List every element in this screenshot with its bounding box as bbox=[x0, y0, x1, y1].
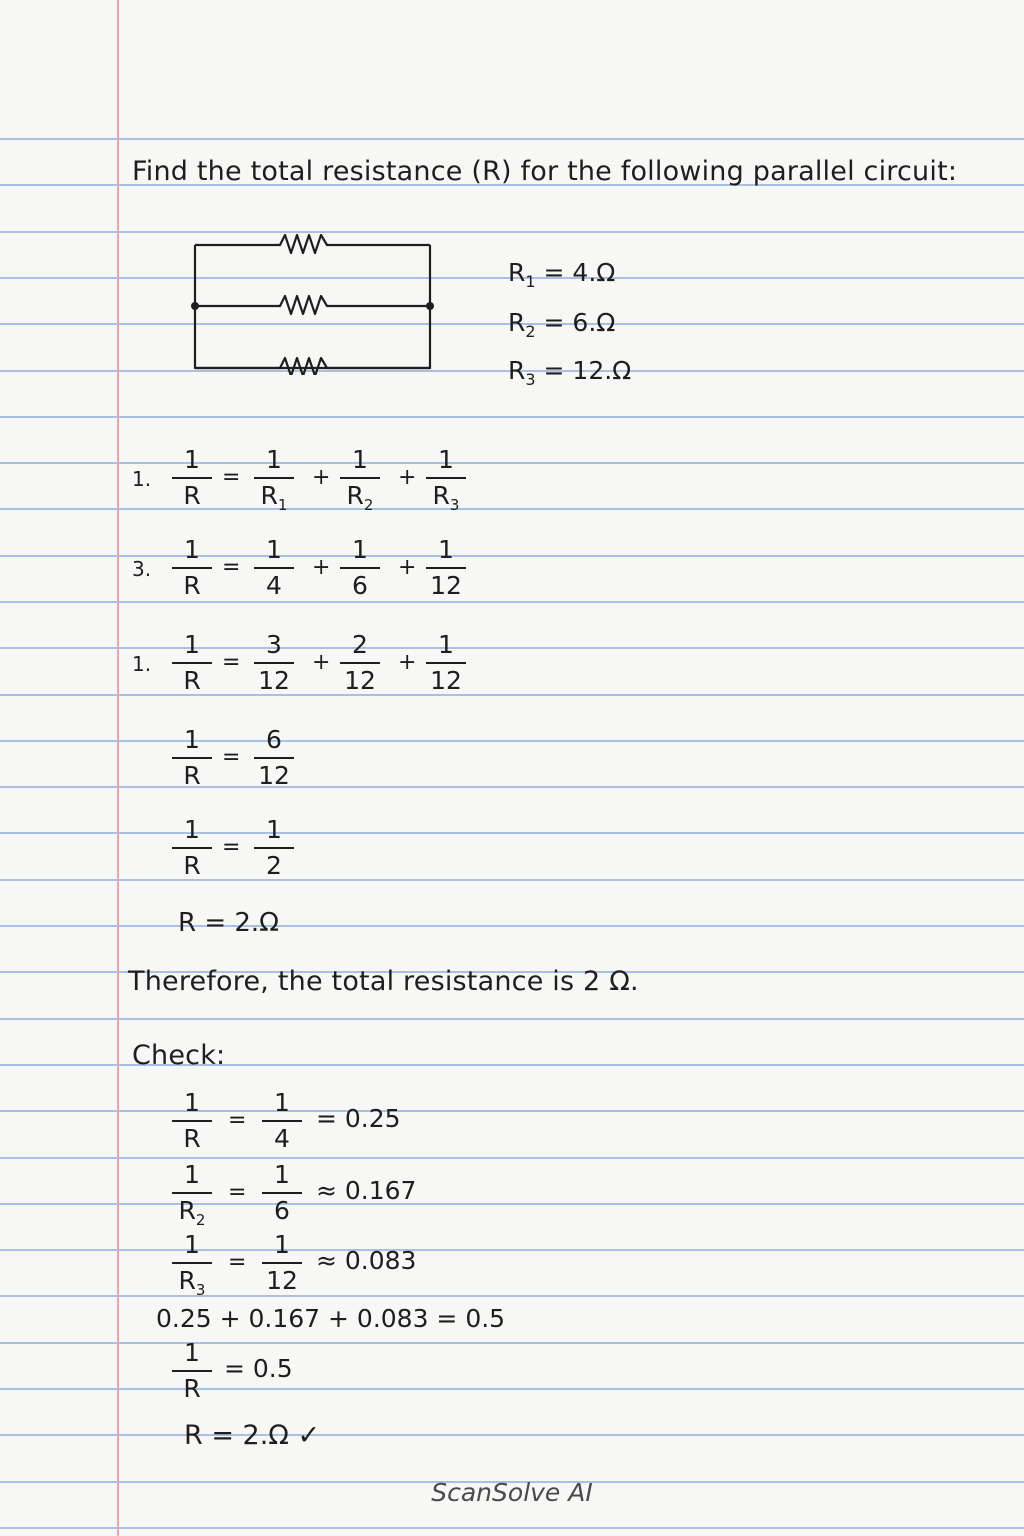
given-r2: $R_2 = 6.\Omega$ bbox=[508, 308, 616, 341]
check-value: ≈ 0.167 bbox=[316, 1176, 417, 1205]
resistor-2 bbox=[195, 296, 430, 314]
step-number: 1. bbox=[132, 467, 152, 491]
result-line: R = 2.Ω bbox=[178, 908, 280, 938]
rule-line bbox=[0, 786, 1024, 788]
equals-sign: = bbox=[222, 465, 241, 490]
equals-sign: = bbox=[228, 1250, 247, 1275]
check-final-fraction: 1 R bbox=[168, 1338, 216, 1404]
equals-sign: = bbox=[228, 1180, 247, 1205]
rule-line bbox=[0, 1157, 1024, 1159]
term-fraction: 6 12 bbox=[250, 725, 298, 791]
plus-sign: + bbox=[398, 465, 417, 490]
rule-line bbox=[0, 601, 1024, 603]
lhs-fraction: 1 R bbox=[168, 445, 216, 511]
term-fraction: 1 6 bbox=[336, 535, 384, 601]
term-fraction: 2 12 bbox=[336, 630, 384, 696]
footer-brand: ScanSolve AI bbox=[431, 1478, 593, 1507]
rule-line bbox=[0, 647, 1024, 649]
sum-line: 0.25 + 0.167 + 0.083 = 0.5 bbox=[156, 1304, 506, 1333]
rule-line bbox=[0, 555, 1024, 557]
rule-line bbox=[0, 1527, 1024, 1529]
rule-line bbox=[0, 1295, 1024, 1297]
conclusion: Therefore, the total resistance is 2 Ω. bbox=[128, 966, 639, 997]
lhs-fraction: 1 R bbox=[168, 630, 216, 696]
equals-sign: = bbox=[228, 1108, 247, 1133]
term-fraction: 3 12 bbox=[250, 630, 298, 696]
rule-line bbox=[0, 694, 1024, 696]
rule-line bbox=[0, 1110, 1024, 1112]
resistor-3 bbox=[195, 358, 430, 375]
check-final-value: = 0.5 bbox=[224, 1354, 293, 1383]
rule-line bbox=[0, 508, 1024, 510]
given-r1: $R_1 = 4.\Omega$ bbox=[508, 258, 616, 291]
term-fraction: 1 12 bbox=[422, 630, 470, 696]
lhs-fraction: 1 R bbox=[168, 815, 216, 881]
rule-line bbox=[0, 231, 1024, 233]
resistor-1 bbox=[195, 235, 430, 253]
rule-line bbox=[0, 1249, 1024, 1251]
plus-sign: + bbox=[312, 650, 331, 675]
rule-line bbox=[0, 1434, 1024, 1436]
rule-line bbox=[0, 740, 1024, 742]
check-value: = 0.25 bbox=[316, 1104, 401, 1133]
step-number: 1. bbox=[132, 652, 152, 676]
check-rhs-fraction: 1 4 bbox=[258, 1088, 306, 1154]
check-result: R = 2.Ω ✓ bbox=[184, 1420, 321, 1451]
lhs-fraction: 1 R bbox=[168, 725, 216, 791]
equals-sign: = bbox=[222, 650, 241, 675]
lhs-fraction: 1 R bbox=[168, 535, 216, 601]
term-fraction: 1 $R_2$ bbox=[336, 445, 384, 520]
plus-sign: + bbox=[398, 555, 417, 580]
term-fraction: 1 2 bbox=[250, 815, 298, 881]
rule-line bbox=[0, 1388, 1024, 1390]
plus-sign: + bbox=[312, 555, 331, 580]
rule-line bbox=[0, 832, 1024, 834]
check-lhs-fraction: 1 R bbox=[168, 1088, 216, 1154]
term-fraction: 1 12 bbox=[422, 535, 470, 601]
check-rhs-fraction: 1 6 bbox=[258, 1160, 306, 1226]
check-lhs-fraction: 1 $R_3$ bbox=[168, 1230, 216, 1305]
parallel-circuit-diagram bbox=[185, 225, 445, 375]
term-fraction: 1 $R_3$ bbox=[422, 445, 470, 520]
step-number: 3. bbox=[132, 557, 152, 581]
check-lhs-fraction: 1 $R_2$ bbox=[168, 1160, 216, 1235]
term-fraction: 1 $R_1$ bbox=[250, 445, 298, 520]
junction-left bbox=[191, 302, 199, 310]
rule-line bbox=[0, 416, 1024, 418]
check-value: ≈ 0.083 bbox=[316, 1246, 417, 1275]
rule-line bbox=[0, 925, 1024, 927]
rule-line bbox=[0, 138, 1024, 140]
junction-right bbox=[426, 302, 434, 310]
term-fraction: 1 4 bbox=[250, 535, 298, 601]
equals-sign: = bbox=[222, 835, 241, 860]
check-heading: Check: bbox=[132, 1040, 226, 1071]
rule-line bbox=[0, 879, 1024, 881]
given-r3: $R_3 = 12.\Omega$ bbox=[508, 356, 632, 389]
equals-sign: = bbox=[222, 745, 241, 770]
problem-title: Find the total resistance (R) for the following parallel circuit: bbox=[132, 156, 958, 187]
rule-line bbox=[0, 1203, 1024, 1205]
equals-sign: = bbox=[222, 555, 241, 580]
margin-line bbox=[117, 0, 119, 1536]
rule-line bbox=[0, 462, 1024, 464]
rule-line bbox=[0, 1342, 1024, 1344]
plus-sign: + bbox=[398, 650, 417, 675]
check-rhs-fraction: 1 12 bbox=[258, 1230, 306, 1296]
plus-sign: + bbox=[312, 465, 331, 490]
rule-line bbox=[0, 1018, 1024, 1020]
